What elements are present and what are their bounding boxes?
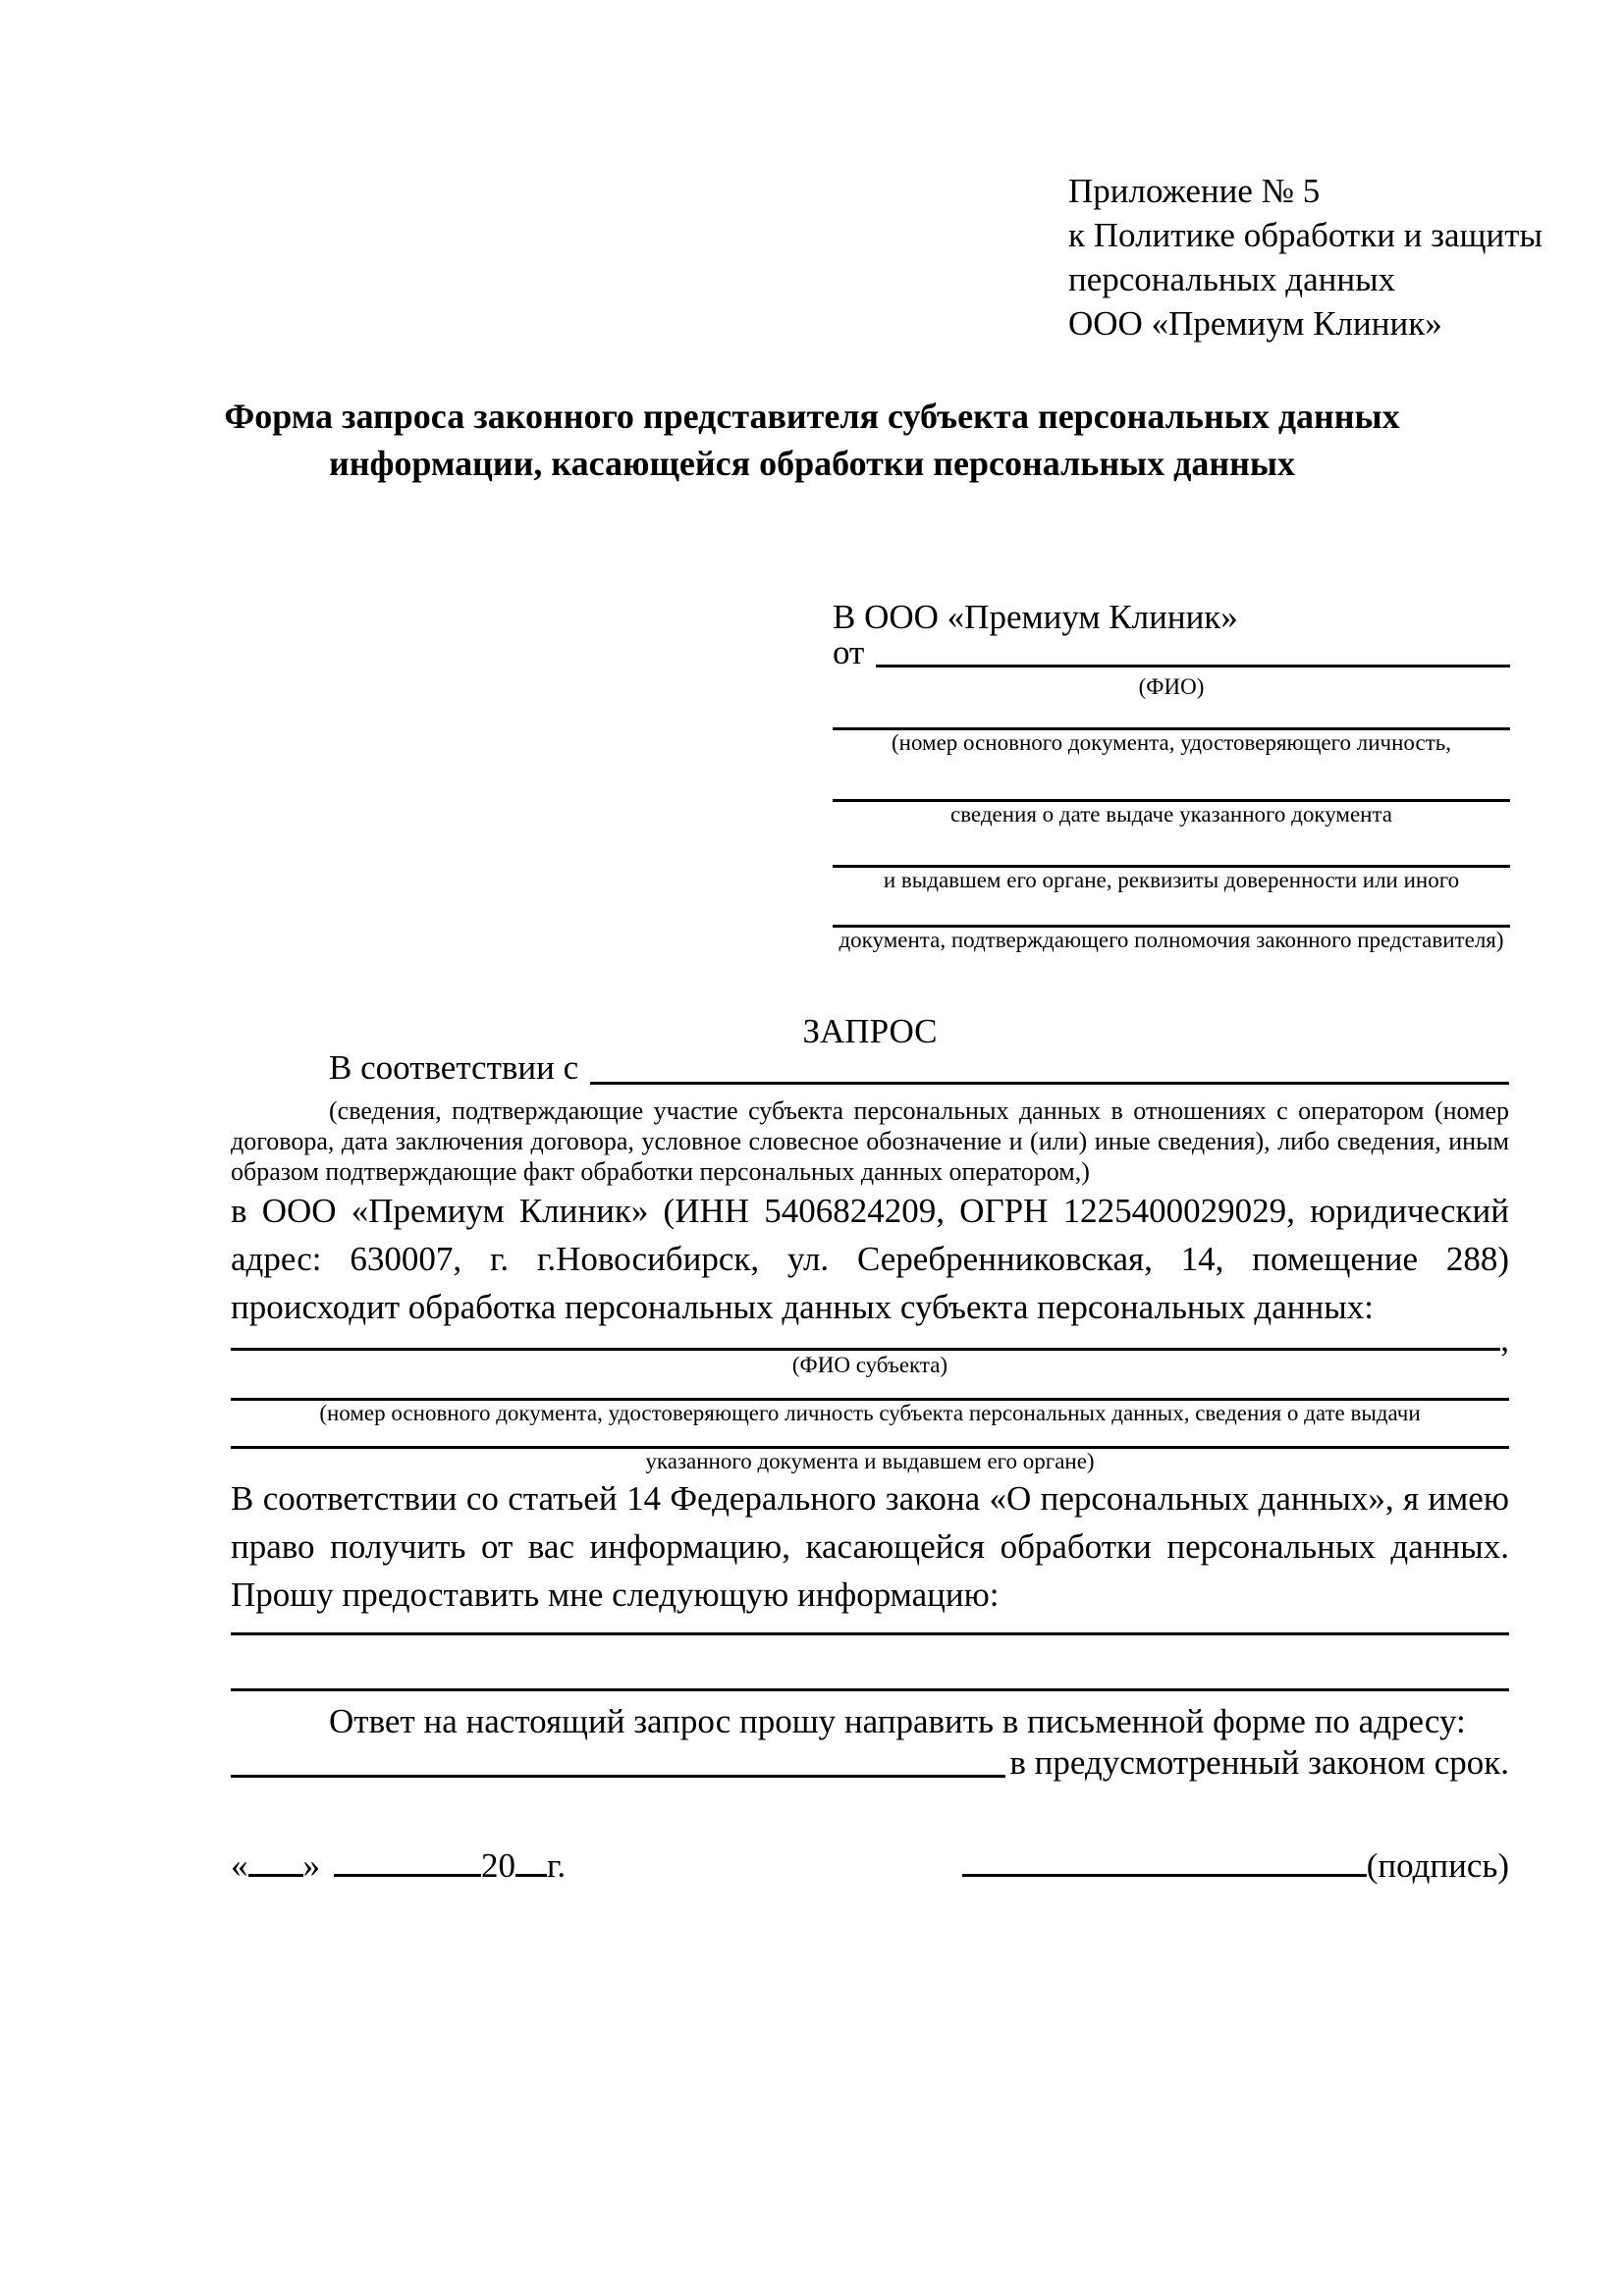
representative-doc-caption: (номер основного документа, удостоверяющего личность, [891, 730, 1451, 755]
subject-doc-fill-line [231, 1426, 1509, 1449]
reply-paragraph: Ответ на настоящий запрос прошу направить в письменной форме по адресу: [329, 1702, 1466, 1740]
subject-fio-caption: (ФИО субъекта) [791, 1353, 948, 1377]
document-title-line: информации, касающейся обработки персональных данных [329, 444, 1295, 483]
law-paragraph: В соответствии со статьей 14 Федерального закона «О персональных данных», я имею право получить от вас информацию, касающейся обработки персональных данных. Прошу предоставить мне следующую информацию: [231, 1479, 1509, 1614]
answer-fill-line [231, 1619, 1509, 1635]
header-note-line: к Политике обработки и защиты [1068, 216, 1543, 254]
header-note-line: ООО «Премиум Клиник» [1068, 304, 1442, 343]
subject-fio-line-suffix: , [1500, 1320, 1509, 1359]
document-title-line: Форма запроса законного представителя субъекта персональных данных [224, 397, 1400, 436]
date-quote-open: « [231, 1846, 248, 1885]
header-note-line: персональных данных [1068, 260, 1396, 298]
date-year-blank [515, 1874, 547, 1877]
date-signature-row [231, 1842, 1509, 1890]
representative-doc-caption: и выдавшем его органе, реквизиты доверенности или иного [883, 868, 1460, 892]
reply-suffix: в предусмотренный законом срок. [1009, 1743, 1509, 1782]
addressee-org: В ООО «Премиум Клиник» [833, 598, 1238, 636]
subject-doc-caption: (номер основного документа, удостоверяющего личность субъекта персональных данных, сведения о дате выдачи [319, 1401, 1421, 1425]
addressee-block [833, 595, 1510, 953]
from-label: от [833, 633, 865, 671]
representative-doc-caption: сведения о дате выдаче указанного документа [949, 802, 1393, 827]
date-month-blank [334, 1874, 481, 1877]
document-title [173, 393, 1451, 487]
reply-address-row [231, 1745, 1509, 1785]
signature-fill-line [962, 1874, 1367, 1877]
representative-doc-fill-line [833, 756, 1510, 802]
subject-fio-row [231, 1320, 1509, 1359]
request-body [231, 1011, 1509, 1890]
from-fill-line [876, 665, 1510, 667]
reply-address-fill-line [231, 1775, 1005, 1778]
from-row [833, 633, 1510, 674]
intro-fill-line [590, 1082, 1509, 1085]
date-year-suffix: г. [547, 1846, 567, 1885]
signature-group [962, 1842, 1509, 1890]
intro-row [231, 1048, 1509, 1092]
date-year-prefix: 20 [481, 1846, 515, 1885]
representative-doc-fill-line [833, 700, 1510, 730]
representative-doc-caption: документа, подтверждающего полномочия законного представителя) [839, 928, 1504, 952]
intro-label: В соответствии с [329, 1048, 579, 1087]
date-group [231, 1842, 566, 1890]
representative-doc-fill-line [833, 828, 1510, 868]
answer-fill-line [231, 1635, 1509, 1691]
header-note-line: Приложение № 5 [1068, 172, 1321, 210]
subject-doc-fill-line [231, 1378, 1509, 1401]
request-heading: ЗАПРОС [802, 1012, 938, 1050]
subject-fio-fill-line [231, 1348, 1500, 1351]
date-day-blank [248, 1874, 303, 1877]
signature-caption: (подпись) [1366, 1846, 1509, 1885]
header-note [1068, 169, 1543, 346]
intro-caption: (сведения, подтверждающие участие субъекта персональных данных в отношениях с оператором (номер договора, дата заключения договора, условное словесное обозначение и (или) иные сведения), либо сведения, иным образом подтверждающие факт обработки персональных данных оператором,) [231, 1096, 1509, 1186]
operator-paragraph: в ООО «Премиум Клиник» (ИНН 5406824209, ОГРН 1225400029029, юридический адрес: 630007, г. г.Новосибирск, ул. Серебренниковская, 14, помещение 288) происходит обработка персональных данных субъекта персональных данных: [231, 1192, 1509, 1326]
representative-doc-fill-line [833, 893, 1510, 928]
date-quote-close: » [302, 1846, 320, 1885]
subject-doc-caption: указанного документа и выдавшем его органе) [645, 1449, 1095, 1473]
fio-caption: (ФИО) [1138, 674, 1205, 699]
